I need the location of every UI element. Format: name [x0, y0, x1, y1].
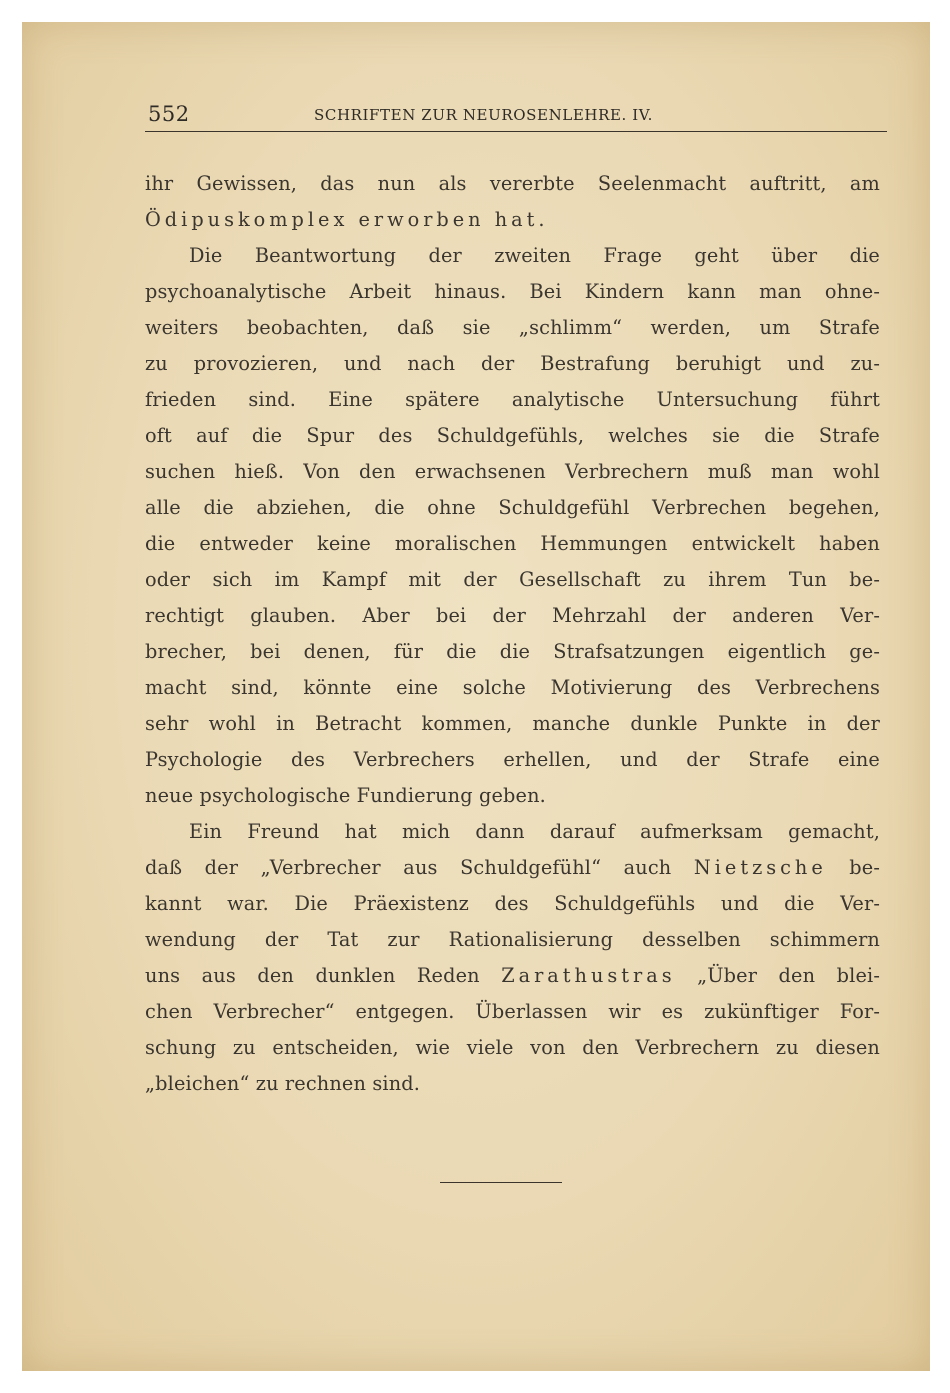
text-line: Ein Freund hat mich dann darauf aufmerksam gemacht, [189, 820, 880, 843]
text-line: neue psychologische Fundierung geben. [145, 784, 546, 807]
text-line: alle die abziehen, die ohne Schuldgefühl Verbrechen begehen, [145, 496, 880, 519]
section-end-rule [440, 1182, 562, 1183]
text-line: Psychologie des Verbrechers erhellen, und der Strafe eine [145, 748, 880, 771]
header-rule [145, 131, 887, 132]
text-line: macht sind, könnte eine solche Motivierung des Verbrechens [145, 676, 880, 699]
text-line: oft auf die Spur des Schuldgefühls, welches sie die Strafe [145, 424, 880, 447]
text-line: weiters beobachten, daß sie „schlimm“ werden, um Strafe [145, 316, 880, 339]
text-line: ihr Gewissen, das nun als vererbte Seelenmacht auftritt, am [145, 172, 880, 195]
page-header [148, 102, 888, 130]
text-line: daß der „Verbrecher aus Schuldgefühl“ auch Nietzsche be- [145, 856, 880, 879]
text-line: rechtigt glauben. Aber bei der Mehrzahl der anderen Ver- [145, 604, 880, 627]
text-line: „bleichen“ zu rechnen sind. [145, 1072, 421, 1095]
text-line: wendung der Tat zur Rationalisierung desselben schimmern [145, 928, 880, 951]
text-line: chen Verbrecher“ entgegen. Überlassen wir es zukünftiger For- [145, 1000, 880, 1023]
text-line: sehr wohl in Betracht kommen, manche dunkle Punkte in der [145, 712, 880, 735]
text-line: oder sich im Kampf mit der Gesellschaft zu ihrem Tun be- [145, 568, 880, 591]
text-line: brecher, bei denen, für die die Strafsatzungen eigentlich ge- [145, 640, 880, 663]
text-line: Die Beantwortung der zweiten Frage geht über die [189, 244, 880, 267]
spaced-name-zarathustras: Zarathustras [501, 964, 676, 987]
text-line: zu provozieren, und nach der Bestrafung beruhigt und zu- [145, 352, 880, 375]
text-line: schung zu entscheiden, wie viele von den Verbrechern zu diesen [145, 1036, 880, 1059]
text-line: psychoanalytische Arbeit hinaus. Bei Kindern kann man ohne- [145, 280, 880, 303]
text-line: frieden sind. Eine spätere analytische Untersuchung führt [145, 388, 880, 411]
body-text [145, 166, 880, 1102]
text-line: Ödipuskomplex erworben hat. [145, 208, 549, 231]
text-line: kannt war. Die Präexistenz des Schuldgefühls und die Ver- [145, 892, 880, 915]
page-number: 552 [148, 102, 190, 126]
spaced-name-nietzsche: Nietzsche [693, 856, 827, 879]
text-line: uns aus den dunklen Reden Zarathustras „Über den blei- [145, 964, 880, 987]
running-head: SCHRIFTEN ZUR NEUROSENLEHRE. IV. [314, 106, 653, 124]
text-line: suchen hieß. Von den erwachsenen Verbrechern muß man wohl [145, 460, 880, 483]
text-line: die entweder keine moralischen Hemmungen entwickelt haben [145, 532, 880, 555]
